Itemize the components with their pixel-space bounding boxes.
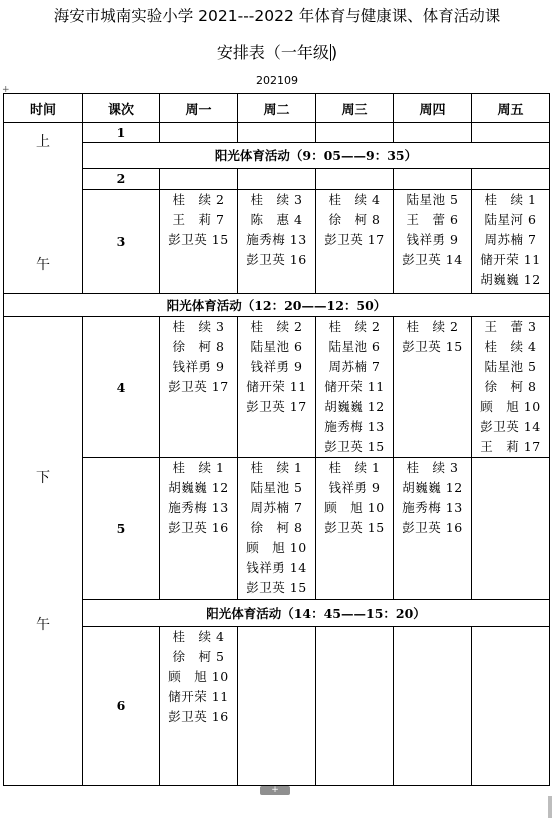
daypart-afternoon (4, 317, 83, 786)
col-header-fri: 周五 (472, 94, 550, 123)
teacher-entry: 桂 续 3 (172, 319, 225, 334)
teacher-entry: 钱祥勇 9 (250, 359, 303, 374)
slot-p3-fri[interactable] (472, 189, 550, 293)
slot-p6-fri[interactable] (472, 626, 550, 785)
teacher-entry: 桂 续 3 (406, 460, 459, 476)
scrollbar-thumb[interactable] (548, 796, 552, 818)
teacher-entry: 顾 旭 10 (324, 500, 385, 516)
teacher-entry: 胡巍巍 12 (402, 480, 463, 496)
slot-p4-wed[interactable] (316, 317, 394, 458)
add-row-button[interactable]: + (260, 786, 290, 795)
teacher-entry: 王 蕾 3 (484, 319, 537, 334)
slot-p4-fri[interactable] (472, 317, 550, 458)
teacher-entry: 彭卫英 17 (168, 379, 229, 394)
table-row (4, 294, 550, 317)
teacher-entry: 周苏楠 7 (484, 231, 537, 247)
teacher-entry: 彭卫英 16 (246, 251, 307, 267)
teacher-entry: 桂 续 3 (250, 191, 303, 207)
cell[interactable] (316, 123, 394, 143)
cell[interactable] (238, 123, 316, 143)
period-4: 4 (83, 317, 160, 458)
teacher-entry: 王 莉 7 (172, 211, 225, 227)
period-6: 6 (83, 626, 160, 785)
teacher-entry: 桂 续 4 (484, 339, 537, 354)
table-row (4, 123, 550, 143)
slot-p4-mon[interactable] (160, 317, 238, 458)
teacher-entry: 周苏楠 7 (250, 500, 303, 516)
slot-p6-tue[interactable] (238, 626, 316, 785)
slot-p4-thu[interactable] (394, 317, 472, 458)
teacher-entry: 桂 续 1 (250, 460, 303, 476)
col-header-mon: 周一 (160, 94, 238, 123)
teacher-entry: 桂 续 4 (172, 628, 225, 644)
teacher-entry: 顾 旭 10 (246, 540, 307, 556)
teacher-entry: 陆星池 6 (250, 339, 303, 354)
activity-noon: 阳光体育活动（12：20——12：50） (4, 294, 550, 317)
daypart-afternoon-1: 下 (36, 470, 50, 486)
schedule-table (3, 93, 550, 786)
teacher-entry: 陆星河 6 (484, 211, 537, 227)
teacher-entry: 储开荣 11 (246, 379, 307, 394)
teacher-entry: 钱祥勇 9 (406, 231, 459, 247)
teacher-entry: 钱祥勇 14 (246, 560, 307, 576)
slot-p5-thu[interactable] (394, 458, 472, 599)
period-3: 3 (83, 189, 160, 293)
teacher-entry: 周苏楠 7 (328, 359, 381, 374)
teacher-entry: 徐 柯 8 (172, 339, 225, 354)
slot-p5-wed[interactable] (316, 458, 394, 599)
teacher-entry: 钱祥勇 9 (328, 480, 381, 496)
table-row (4, 599, 550, 626)
cell[interactable] (160, 168, 238, 189)
teacher-entry: 彭卫英 16 (168, 708, 229, 724)
period-1: 1 (83, 123, 160, 143)
table-row (4, 189, 550, 293)
teacher-entry: 徐 柯 8 (250, 520, 303, 536)
slot-p3-wed[interactable] (316, 189, 394, 293)
teacher-entry: 钱祥勇 9 (172, 359, 225, 374)
teacher-entry: 彭卫英 14 (480, 419, 541, 434)
cell[interactable] (394, 168, 472, 189)
teacher-entry: 陆星池 5 (250, 480, 303, 496)
teacher-entry: 陆星池 5 (484, 359, 537, 374)
col-header-tue: 周二 (238, 94, 316, 123)
teacher-entry: 施秀梅 13 (324, 419, 385, 434)
col-header-period: 课次 (83, 94, 160, 123)
teacher-entry: 储开荣 11 (480, 251, 541, 267)
slot-p6-thu[interactable] (394, 626, 472, 785)
slot-p5-mon[interactable] (160, 458, 238, 599)
slot-p3-tue[interactable] (238, 189, 316, 293)
teacher-entry: 彭卫英 16 (168, 520, 229, 536)
document-title-line2 (0, 40, 554, 63)
teacher-entry: 桂 续 1 (484, 191, 537, 207)
teacher-entry: 彭卫英 15 (168, 231, 229, 247)
cell[interactable] (394, 123, 472, 143)
teacher-entry: 彭卫英 17 (246, 399, 307, 414)
teacher-entry: 桂 续 2 (250, 319, 303, 334)
teacher-entry: 陆星池 6 (328, 339, 381, 354)
daypart-morning-2: 午 (36, 257, 50, 273)
teacher-entry: 桂 续 2 (328, 319, 381, 334)
document-date: 202109 (256, 74, 298, 87)
teacher-entry: 桂 续 1 (172, 460, 225, 476)
teacher-entry: 顾 旭 10 (168, 668, 229, 684)
teacher-entry: 施秀梅 13 (246, 231, 307, 247)
teacher-entry: 陆星池 5 (406, 191, 459, 207)
header-row (4, 94, 550, 123)
slot-p4-tue[interactable] (238, 317, 316, 458)
teacher-entry: 彭卫英 15 (324, 439, 385, 454)
cell[interactable] (472, 168, 550, 189)
cell[interactable] (316, 168, 394, 189)
table-row (4, 143, 550, 168)
teacher-entry: 胡巍巍 12 (168, 480, 229, 496)
teacher-entry: 王 莉 17 (480, 439, 541, 454)
teacher-entry: 彭卫英 15 (246, 580, 307, 596)
teacher-entry: 桂 续 1 (328, 460, 381, 476)
teacher-entry: 胡巍巍 12 (480, 271, 541, 287)
slot-p5-fri[interactable] (472, 458, 550, 599)
daypart-morning (4, 123, 83, 294)
table-move-handle-icon[interactable]: + (2, 85, 10, 95)
activity-morning: 阳光体育活动（9：05——9：35） (83, 143, 550, 168)
table-row (4, 317, 550, 458)
daypart-afternoon-2: 午 (36, 617, 50, 633)
teacher-entry: 储开荣 11 (324, 379, 385, 394)
cell[interactable] (472, 123, 550, 143)
teacher-entry: 彭卫英 15 (402, 339, 463, 354)
teacher-entry: 彭卫英 15 (324, 520, 385, 536)
teacher-entry: 储开荣 11 (168, 688, 229, 704)
title-line2-text: 安排表（一年级 (216, 43, 329, 62)
teacher-entry: 施秀梅 13 (402, 500, 463, 516)
document-title-line1: 海安市城南实验小学 2021---2022 年体育与健康课、体育活动课 (53, 7, 501, 25)
teacher-entry: 王 蕾 6 (406, 211, 459, 227)
table-row (4, 458, 550, 599)
teacher-entry: 胡巍巍 12 (324, 399, 385, 414)
teacher-entry: 彭卫英 16 (402, 520, 463, 536)
teacher-entry: 桂 续 4 (328, 191, 381, 207)
table-row (4, 168, 550, 189)
teacher-entry: 桂 续 2 (172, 191, 225, 207)
teacher-entry: 顾 旭 10 (480, 399, 541, 414)
slot-p3-mon[interactable] (160, 189, 238, 293)
teacher-entry: 彭卫英 17 (324, 231, 385, 247)
title-line2-close: ) (330, 43, 338, 62)
teacher-entry: 桂 续 2 (406, 319, 459, 334)
period-2: 2 (83, 168, 160, 189)
cell[interactable] (160, 123, 238, 143)
slot-p6-mon[interactable] (160, 626, 238, 785)
col-header-thu: 周四 (394, 94, 472, 123)
col-header-wed: 周三 (316, 94, 394, 123)
activity-afternoon: 阳光体育活动（14：45——15：20） (83, 599, 550, 626)
daypart-morning-1: 上 (36, 134, 50, 150)
teacher-entry: 陈 惠 4 (250, 211, 303, 227)
table-row (4, 626, 550, 785)
slot-p3-thu[interactable] (394, 189, 472, 293)
teacher-entry: 徐 柯 5 (172, 648, 225, 664)
cell[interactable] (238, 168, 316, 189)
teacher-entry: 施秀梅 13 (168, 500, 229, 516)
slot-p5-tue[interactable] (238, 458, 316, 599)
col-header-time: 时间 (4, 94, 83, 123)
teacher-entry: 彭卫英 14 (402, 251, 463, 267)
teacher-entry: 徐 柯 8 (484, 379, 537, 394)
teacher-entry: 徐 柯 8 (328, 211, 381, 227)
slot-p6-wed[interactable] (316, 626, 394, 785)
period-5: 5 (83, 458, 160, 599)
